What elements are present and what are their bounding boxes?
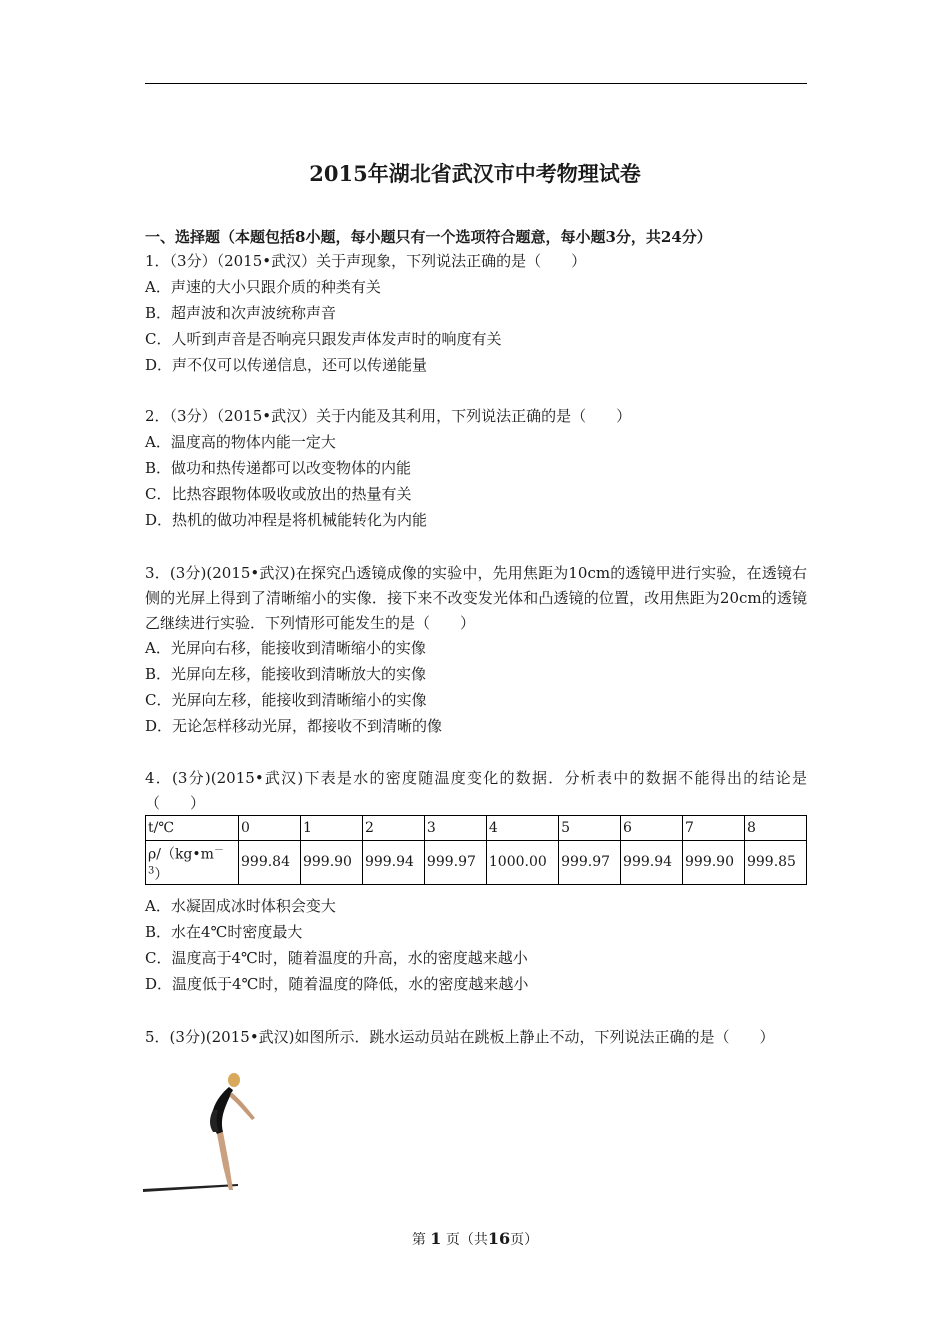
table-cell: 999.90 <box>683 841 745 885</box>
question-2-stem: 2．（3分）（2015•武汉）关于内能及其利用，下列说法正确的是（ ） <box>145 407 632 425</box>
footer-suffix: 页） <box>510 1232 539 1248</box>
rho-unit-close: ） <box>154 866 169 883</box>
table-cell: 999.94 <box>621 841 683 885</box>
question-1-option-a: A．声速的大小只跟介质的种类有关 <box>145 278 381 296</box>
table-cell: 999.84 <box>239 841 301 885</box>
question-3-stem: 3．(3分)(2015•武汉)在探究凸透镜成像的实验中，先用焦距为10cm的透镜甲进行实验，在透镜右侧的光屏上得到了清晰缩小的实像．接下来不改变发光体和凸透镜的位置，改用焦距为20cm的透镜乙继续进行实验．下列情形可能发生的是（ ） <box>145 564 807 632</box>
rho-unit-label: ρ/（kg•m <box>148 846 214 863</box>
diver-hair <box>228 1073 240 1087</box>
table-cell: 3 <box>424 816 486 841</box>
footer-prefix: 第 <box>411 1232 426 1248</box>
table-header-cell: t/℃ <box>146 816 239 841</box>
table-row <box>146 841 807 885</box>
question-4-option-d: D．温度低于4℃时，随着温度的降低，水的密度越来越小 <box>145 975 529 993</box>
rho-unit-exponent: －3 <box>148 845 224 876</box>
question-4-option-c: C．温度高于4℃时，随着温度的升高，水的密度越来越小 <box>145 949 528 967</box>
question-1-option-b: B．超声波和次声波统称声音 <box>145 304 337 322</box>
table-cell: 999.90 <box>300 841 362 885</box>
table-header-cell <box>146 841 239 885</box>
table-cell: 1000.00 <box>486 841 558 885</box>
question-1-option-c: C．人听到声音是否响亮只跟发声体发声时的响度有关 <box>145 330 502 348</box>
header-rule <box>145 83 807 84</box>
page-total: 16 <box>487 1229 511 1248</box>
question-2-option-d: D．热机的做功冲程是将机械能转化为内能 <box>145 511 428 529</box>
question-4-option-b: B．水在4℃时密度最大 <box>145 923 303 941</box>
table-cell: 2 <box>362 816 424 841</box>
table-cell: 999.94 <box>362 841 424 885</box>
springboard <box>143 1184 238 1192</box>
question-2-option-a: A．温度高的物体内能一定大 <box>145 433 336 451</box>
diver-figure <box>143 1072 273 1197</box>
question-3-option-d: D．无论怎样移动光屏，都接收不到清晰的像 <box>145 717 443 735</box>
question-1-option-d: D．声不仅可以传递信息，还可以传递能量 <box>145 356 428 374</box>
question-2-option-b: B．做功和热传递都可以改变物体的内能 <box>145 459 412 477</box>
page-title: 2015年湖北省武汉市中考物理试卷 <box>309 161 641 186</box>
density-table <box>145 815 807 885</box>
question-2-option-c: C．比热容跟物体吸收或放出的热量有关 <box>145 485 412 503</box>
table-cell: 0 <box>239 816 301 841</box>
question-5-stem: 5．(3分)(2015•武汉)如图所示．跳水运动员站在跳板上静止不动，下列说法正确的是（ ） <box>145 1028 775 1046</box>
table-cell: 999.97 <box>424 841 486 885</box>
table-row <box>146 816 807 841</box>
table-cell: 999.97 <box>559 841 621 885</box>
section-heading: 一、选择题（本题包括8小题，每小题只有一个选项符合题意，每小题3分，共24分） <box>145 228 712 246</box>
question-3-option-a: A．光屏向右移，能接收到清晰缩小的实像 <box>145 639 426 657</box>
diver-arm <box>230 1092 255 1120</box>
question-3-option-b: B．光屏向左移，能接收到清晰放大的实像 <box>145 665 427 683</box>
table-cell: 8 <box>744 816 806 841</box>
footer-middle: 页（共 <box>445 1232 488 1248</box>
table-cell: 4 <box>486 816 558 841</box>
question-1-stem: 1．（3分）（2015•武汉）关于声现象，下列说法正确的是（ ） <box>145 252 587 270</box>
table-cell: 7 <box>683 816 745 841</box>
table-cell: 6 <box>621 816 683 841</box>
question-4-option-a: A．水凝固成冰时体积会变大 <box>145 897 336 915</box>
page-footer <box>0 1229 950 1249</box>
page-number: 1 <box>430 1229 442 1248</box>
table-cell: 1 <box>300 816 362 841</box>
diver-legs <box>217 1132 233 1190</box>
question-4-stem: 4．(3分)(2015•武汉)下表是水的密度随温度变化的数据．分析表中的数据不能得出的结论是（ ） <box>145 769 807 812</box>
question-3-option-c: C．光屏向左移，能接收到清晰缩小的实像 <box>145 691 427 709</box>
table-cell: 999.85 <box>744 841 806 885</box>
table-cell: 5 <box>559 816 621 841</box>
